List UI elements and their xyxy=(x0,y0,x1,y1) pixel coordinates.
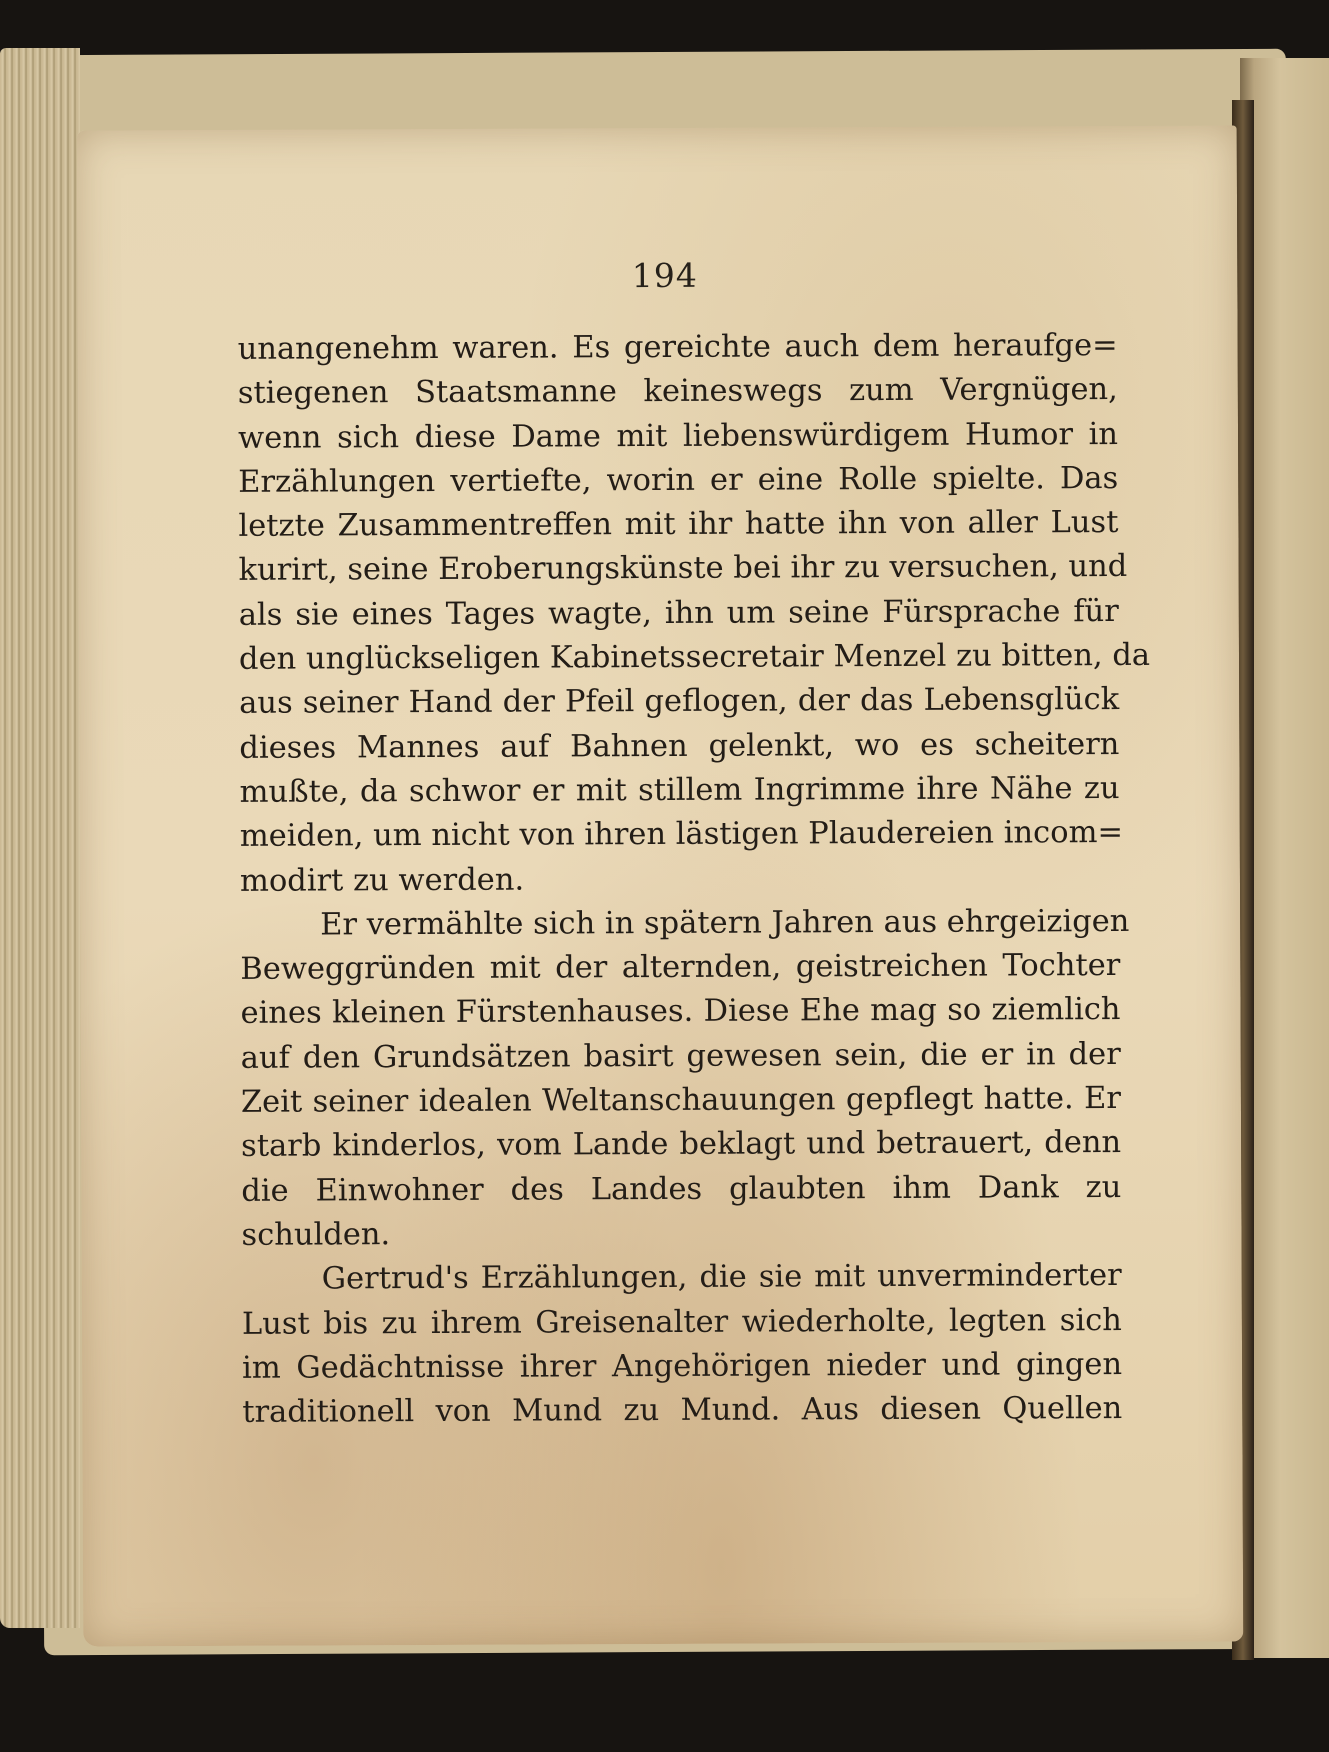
text-line: als sie eines Tages wagte, ihn um seine Fürsprache für xyxy=(238,593,1119,633)
text-line: modirt zu werden. xyxy=(239,862,525,899)
text-line: Zeit seiner idealen Weltanschauungen gepflegt hatte. Er xyxy=(240,1081,1122,1120)
text-line: aus seiner Hand der Pfeil geflogen, der das Lebensglück xyxy=(239,682,1120,722)
text-line: letzte Zusammentreffen mit ihr hatte ihn von aller Lust xyxy=(238,505,1119,545)
text-line: starb kinderlos, vom Lande beklagt und betrauert, denn xyxy=(241,1125,1122,1165)
text-line: Er vermählte sich in spätern Jahren aus ehrgeizigen xyxy=(320,903,1130,943)
page-text xyxy=(237,324,1151,1435)
page-edges xyxy=(0,48,80,1628)
text-line: wenn sich diese Dame mit liebenswürdigem Humor in xyxy=(237,416,1119,456)
text-line: unangenehm waren. Es gereichte auch dem heraufge= xyxy=(237,327,1118,367)
text-line: die Einwohner des Landes glaubten ihm Dank zu xyxy=(241,1169,1122,1209)
text-line: Lust bis zu ihrem Greisenalter wiederholte, legten sich xyxy=(241,1302,1122,1342)
page-number: 194 xyxy=(631,255,698,296)
text-line: dieses Mannes auf Bahnen gelenkt, wo es scheitern xyxy=(239,726,1120,766)
text-line: Erzählungen vertiefte, worin er eine Rolle spielte. Das xyxy=(238,460,1119,500)
text-line: stiegenen Staatsmanne keineswegs zum Vergnügen, xyxy=(237,372,1118,412)
book-page xyxy=(77,125,1244,1646)
text-line: den unglückseligen Kabinetssecretair Menzel zu bitten, da xyxy=(238,637,1151,677)
text-line: Gertrud's Erzählungen, die sie mit unverminderter xyxy=(321,1258,1122,1297)
text-line: eines kleinen Fürstenhauses. Diese Ehe mag so ziemlich xyxy=(240,992,1121,1032)
text-line: auf den Grundsätzen basirt gewesen sein, die er in der xyxy=(240,1036,1121,1076)
text-line: meiden, um nicht von ihren lästigen Plaudereien incom= xyxy=(239,815,1124,855)
text-line: schulden. xyxy=(241,1217,391,1253)
text-line: mußte, da schwor er mit stillem Ingrimme ihre Nähe zu xyxy=(239,770,1120,810)
text-line: im Gedächtnisse ihrer Angehörigen nieder und gingen xyxy=(242,1346,1123,1386)
text-line: kurirt, seine Eroberungskünste bei ihr zu versuchen, und xyxy=(238,549,1128,589)
text-line: Beweggründen mit der alternden, geistreichen Tochter xyxy=(240,948,1121,987)
text-line: traditionell von Mund zu Mund. Aus diesen Quellen xyxy=(242,1391,1123,1430)
